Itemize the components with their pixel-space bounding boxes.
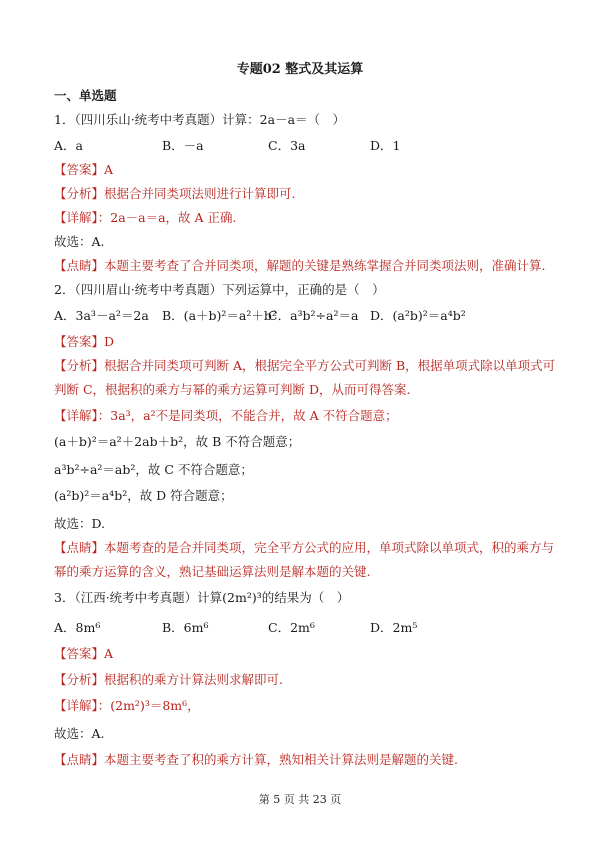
q3-choice: 故选：A. <box>54 726 105 741</box>
q3-stem: 3．（江西·统考中考真题）计算(2m²)³的结果为（ ） <box>54 590 350 605</box>
q1-choice: 故选：A. <box>54 234 105 249</box>
q2-option-b: B．(a＋b)²＝a²＋b² <box>162 308 277 323</box>
page-title: 专题02 整式及其运算 <box>236 62 364 77</box>
q2-detail-line3: a³b²÷a²＝ab²，故 C 不符合题意； <box>54 462 253 477</box>
q1-stem: 1．（四川乐山·统考中考真题）计算：2a－a＝（ ） <box>54 112 346 127</box>
q1-analysis: 【分析】根据合并同类项法则进行计算即可. <box>54 186 296 201</box>
q3-analysis: 【分析】根据积的乘方计算法则求解即可. <box>54 672 283 687</box>
q1-option-d: D．1 <box>370 138 401 153</box>
q2-analysis-line1: 【分析】根据合并同类项可判断 A，根据完全平方公式可判断 B，根据单项式除以单项式可 <box>54 358 556 373</box>
q3-option-c: C．2m⁶ <box>268 620 315 635</box>
q3-answer: 【答案】A <box>54 646 114 661</box>
q1-option-c: C．3a <box>268 138 306 153</box>
q1-comment: 【点睛】本题主要考查了合并同类项，解题的关键是熟练掌握合并同类项法则，准确计算. <box>54 258 546 273</box>
q1-option-a: A．a <box>54 138 83 153</box>
q2-option-c: C．a³b²÷a²＝a <box>268 308 359 323</box>
q2-stem: 2．（四川眉山·统考中考真题）下列运算中，正确的是（ ） <box>54 282 385 297</box>
q3-detail: 【详解】：(2m²)³＝8m⁶， <box>54 698 200 713</box>
q2-choice: 故选：D. <box>54 516 106 531</box>
q3-comment: 【点睛】本题主要考查了积的乘方计算，熟知相关计算法则是解题的关键. <box>54 752 458 767</box>
section-heading: 一、单选题 <box>54 88 117 103</box>
q3-option-a: A．8m⁶ <box>54 620 101 635</box>
q2-option-a: A．3a³－a²＝2a <box>54 308 149 323</box>
q2-comment-line1: 【点睛】本题考查的是合并同类项，完全平方公式的应用，单项式除以单项式，积的乘方与 <box>54 540 555 555</box>
q2-detail-line2: (a＋b)²＝a²＋2ab＋b²，故 B 不符合题意； <box>54 434 301 449</box>
q1-detail: 【详解】：2a－a＝a，故 A 正确. <box>54 210 237 225</box>
q3-option-b: B．6m⁶ <box>162 620 209 635</box>
q2-analysis-line2: 判断 C，根据积的乘方与幂的乘方运算可判断 D，从而可得答案. <box>54 382 411 397</box>
q2-option-d: D．(a²b)²＝a⁴b² <box>370 308 466 323</box>
q1-answer: 【答案】A <box>54 162 114 177</box>
q2-detail-line4: (a²b)²＝a⁴b²，故 D 符合题意； <box>54 488 233 503</box>
page-footer: 第 5 页 共 23 页 <box>258 793 342 806</box>
q2-detail-line1: 【详解】：3a³，a²不是同类项，不能合并，故 A 不符合题意； <box>54 408 398 423</box>
q2-comment-line2: 幂的乘方运算的含义，熟记基础运算法则是解本题的关键. <box>54 564 371 579</box>
q3-option-d: D．2m⁵ <box>370 620 418 635</box>
q2-answer: 【答案】D <box>54 334 115 349</box>
q1-option-b: B．－a <box>162 138 204 153</box>
